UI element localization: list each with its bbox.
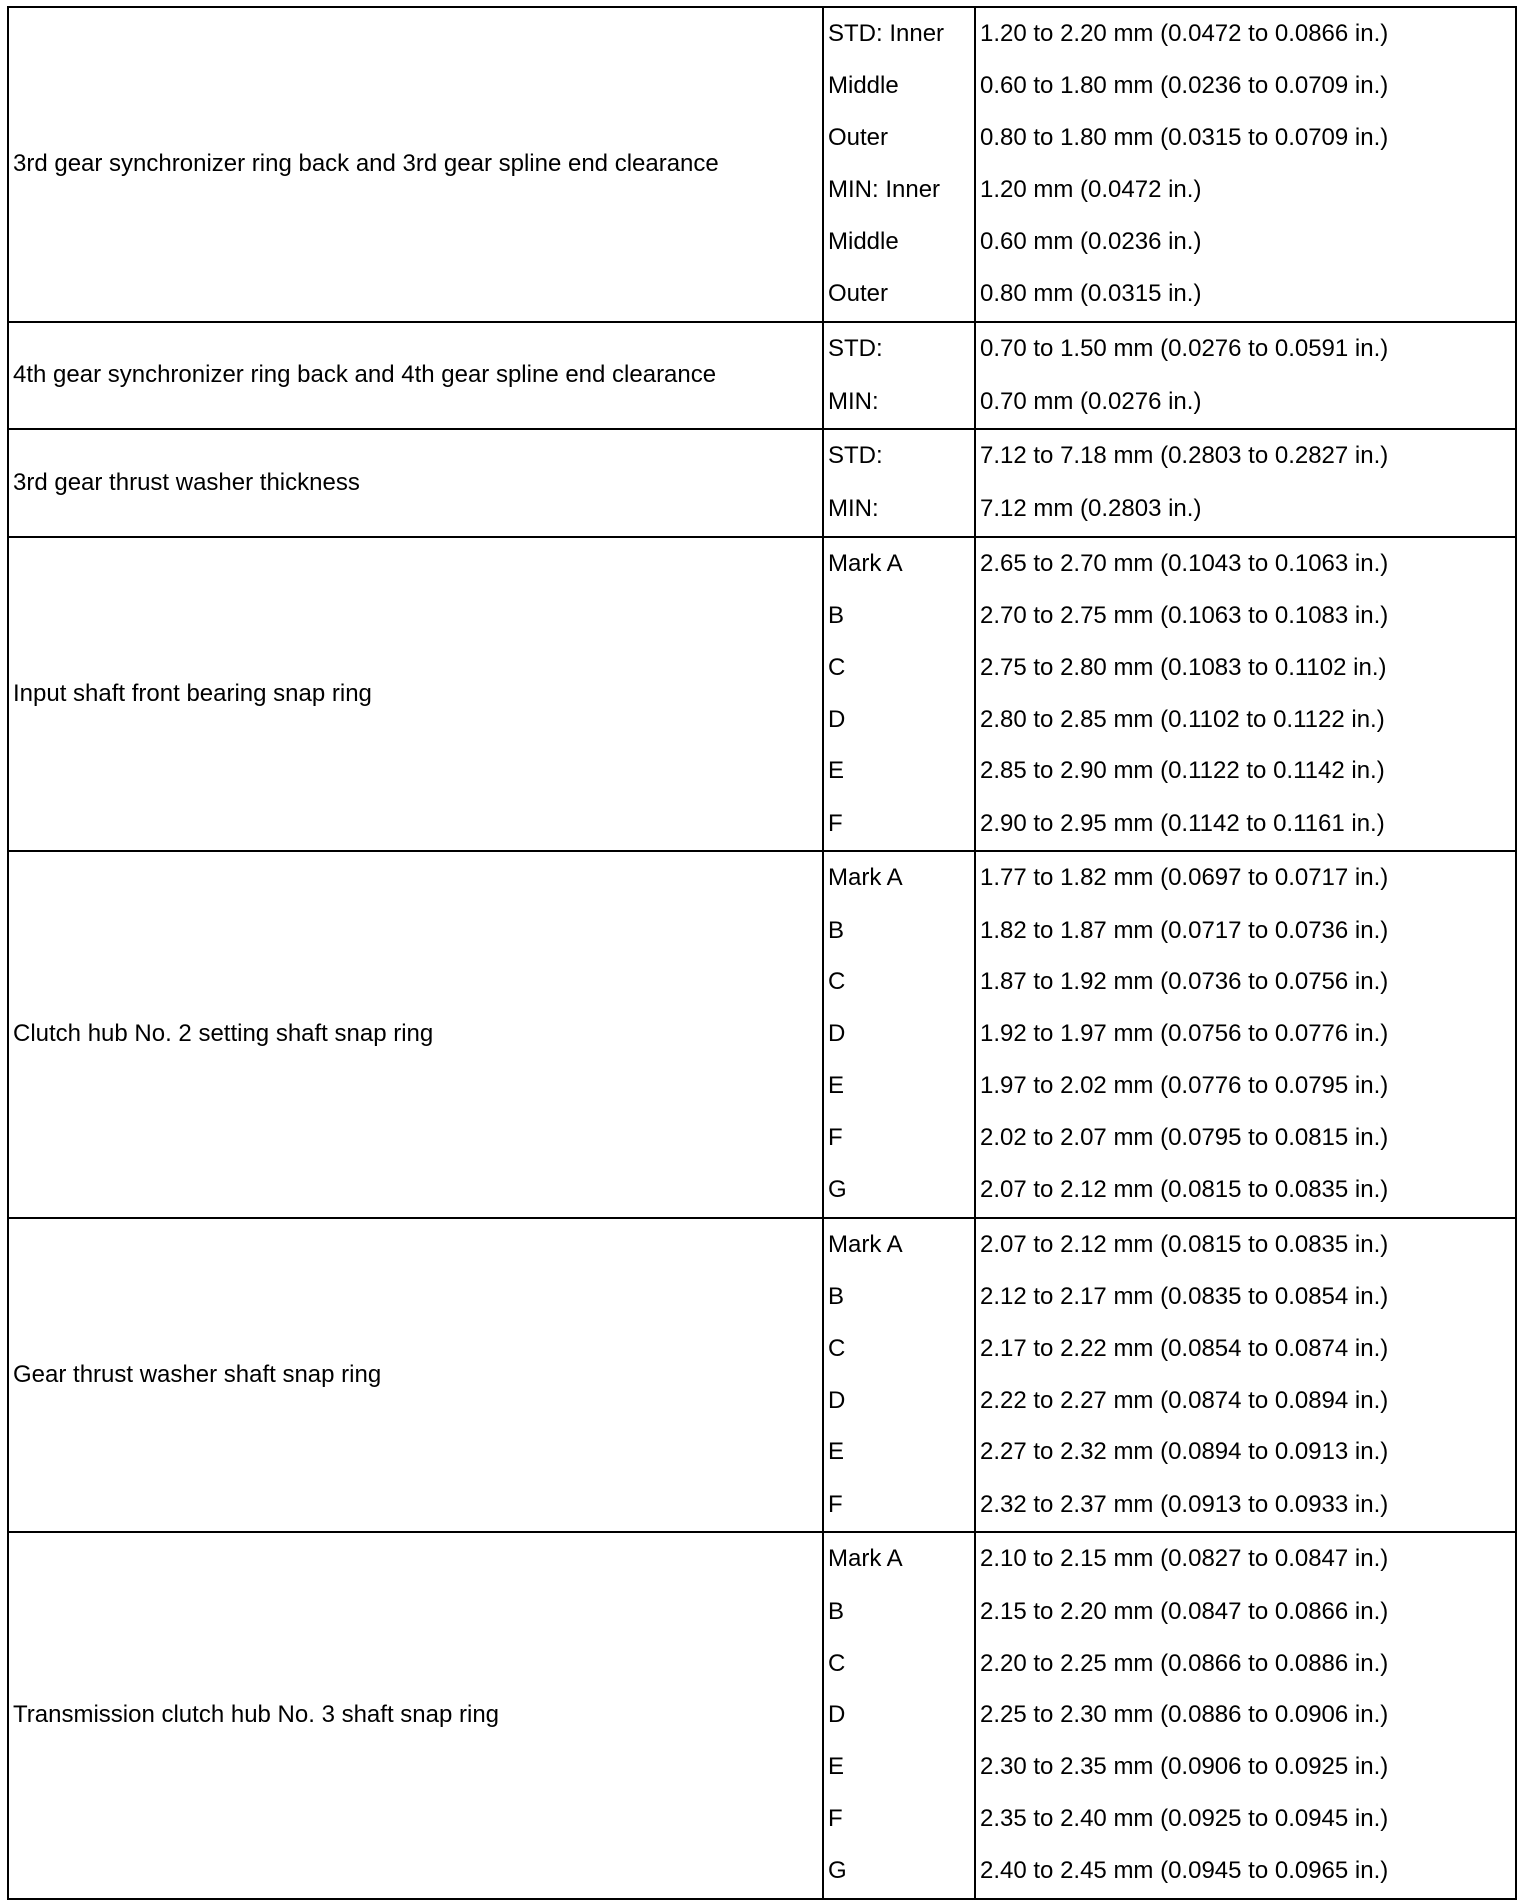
spec-value-cell: 2.15 to 2.20 mm (0.0847 to 0.0866 in.) [975,1586,1516,1638]
item-name-cell: Transmission clutch hub No. 3 shaft snap ring [8,1532,823,1899]
spec-value-cell: 2.02 to 2.07 mm (0.0795 to 0.0815 in.) [975,1112,1516,1164]
item-name-cell: Input shaft front bearing snap ring [8,537,823,852]
spec-label-cell: C [823,642,975,694]
spec-value-cell: 2.40 to 2.45 mm (0.0945 to 0.0965 in.) [975,1845,1516,1899]
spec-value-cell: 0.80 mm (0.0315 in.) [975,268,1516,322]
spec-label-cell: E [823,1427,975,1479]
spec-label-cell: E [823,746,975,798]
spec-label-cell: D [823,1375,975,1427]
spec-value-cell: 7.12 to 7.18 mm (0.2803 to 0.2827 in.) [975,429,1516,483]
spec-value-cell: 1.20 to 2.20 mm (0.0472 to 0.0866 in.) [975,7,1516,61]
spec-value-cell: 2.32 to 2.37 mm (0.0913 to 0.0933 in.) [975,1479,1516,1533]
spec-label-cell: F [823,1479,975,1533]
spec-value-cell: 2.85 to 2.90 mm (0.1122 to 0.1142 in.) [975,746,1516,798]
spec-value-cell: 2.90 to 2.95 mm (0.1142 to 0.1161 in.) [975,798,1516,852]
spec-value-cell: 2.30 to 2.35 mm (0.0906 to 0.0925 in.) [975,1741,1516,1793]
spec-label-cell: F [823,1793,975,1845]
spec-label-cell: MIN: [823,483,975,537]
spec-value-cell: 2.07 to 2.12 mm (0.0815 to 0.0835 in.) [975,1218,1516,1272]
spec-label-cell: C [823,1638,975,1690]
spec-value-cell: 1.20 mm (0.0472 in.) [975,164,1516,216]
spec-label-cell: B [823,1271,975,1323]
item-name-cell: 3rd gear thrust washer thickness [8,429,823,537]
specification-table [7,6,1517,1900]
spec-label-cell: D [823,1690,975,1742]
table-row [8,7,1516,61]
spec-value-cell: 2.25 to 2.30 mm (0.0886 to 0.0906 in.) [975,1690,1516,1742]
spec-label-cell: B [823,905,975,957]
spec-label-cell: STD: [823,322,975,376]
spec-label-cell: Mark A [823,537,975,591]
spec-label-cell: STD: [823,429,975,483]
spec-label-cell: Outer [823,113,975,165]
specification-table-body [8,7,1516,1899]
spec-value-cell: 0.70 mm (0.0276 in.) [975,375,1516,429]
item-name-cell: Gear thrust washer shaft snap ring [8,1218,823,1533]
spec-value-cell: 2.07 to 2.12 mm (0.0815 to 0.0835 in.) [975,1164,1516,1218]
spec-label-cell: G [823,1164,975,1218]
spec-label-cell: B [823,1586,975,1638]
spec-label-cell: D [823,694,975,746]
spec-label-cell: Mark A [823,851,975,905]
table-row [8,429,1516,483]
spec-value-cell: 2.65 to 2.70 mm (0.1043 to 0.1063 in.) [975,537,1516,591]
spec-value-cell: 0.60 to 1.80 mm (0.0236 to 0.0709 in.) [975,61,1516,113]
spec-label-cell: Mark A [823,1532,975,1586]
table-row [8,1532,1516,1586]
spec-value-cell: 0.60 mm (0.0236 in.) [975,216,1516,268]
spec-value-cell: 0.80 to 1.80 mm (0.0315 to 0.0709 in.) [975,113,1516,165]
spec-label-cell: Middle [823,216,975,268]
spec-label-cell: E [823,1741,975,1793]
table-row [8,537,1516,591]
spec-value-cell: 2.10 to 2.15 mm (0.0827 to 0.0847 in.) [975,1532,1516,1586]
table-row [8,851,1516,905]
spec-value-cell: 1.77 to 1.82 mm (0.0697 to 0.0717 in.) [975,851,1516,905]
spec-value-cell: 2.70 to 2.75 mm (0.1063 to 0.1083 in.) [975,590,1516,642]
item-name-cell: 4th gear synchronizer ring back and 4th gear spline end clearance [8,322,823,430]
spec-value-cell: 2.27 to 2.32 mm (0.0894 to 0.0913 in.) [975,1427,1516,1479]
spec-label-cell: Outer [823,268,975,322]
spec-value-cell: 1.82 to 1.87 mm (0.0717 to 0.0736 in.) [975,905,1516,957]
spec-label-cell: STD: Inner [823,7,975,61]
spec-value-cell: 1.87 to 1.92 mm (0.0736 to 0.0756 in.) [975,957,1516,1009]
spec-label-cell: Middle [823,61,975,113]
spec-value-cell: 2.35 to 2.40 mm (0.0925 to 0.0945 in.) [975,1793,1516,1845]
spec-label-cell: E [823,1060,975,1112]
spec-label-cell: F [823,1112,975,1164]
spec-value-cell: 2.17 to 2.22 mm (0.0854 to 0.0874 in.) [975,1323,1516,1375]
spec-label-cell: Mark A [823,1218,975,1272]
spec-value-cell: 2.80 to 2.85 mm (0.1102 to 0.1122 in.) [975,694,1516,746]
spec-label-cell: D [823,1009,975,1061]
spec-label-cell: F [823,798,975,852]
table-row [8,1218,1516,1272]
spec-value-cell: 2.22 to 2.27 mm (0.0874 to 0.0894 in.) [975,1375,1516,1427]
spec-value-cell: 1.97 to 2.02 mm (0.0776 to 0.0795 in.) [975,1060,1516,1112]
table-row [8,322,1516,376]
item-name-cell: Clutch hub No. 2 setting shaft snap ring [8,851,823,1217]
item-name-cell: 3rd gear synchronizer ring back and 3rd gear spline end clearance [8,7,823,322]
spec-value-cell: 7.12 mm (0.2803 in.) [975,483,1516,537]
spec-label-cell: B [823,590,975,642]
spec-label-cell: C [823,1323,975,1375]
spec-label-cell: G [823,1845,975,1899]
spec-value-cell: 2.75 to 2.80 mm (0.1083 to 0.1102 in.) [975,642,1516,694]
spec-value-cell: 2.20 to 2.25 mm (0.0866 to 0.0886 in.) [975,1638,1516,1690]
spec-value-cell: 2.12 to 2.17 mm (0.0835 to 0.0854 in.) [975,1271,1516,1323]
spec-value-cell: 1.92 to 1.97 mm (0.0756 to 0.0776 in.) [975,1009,1516,1061]
spec-label-cell: C [823,957,975,1009]
spec-label-cell: MIN: [823,375,975,429]
spec-label-cell: MIN: Inner [823,164,975,216]
spec-value-cell: 0.70 to 1.50 mm (0.0276 to 0.0591 in.) [975,322,1516,376]
